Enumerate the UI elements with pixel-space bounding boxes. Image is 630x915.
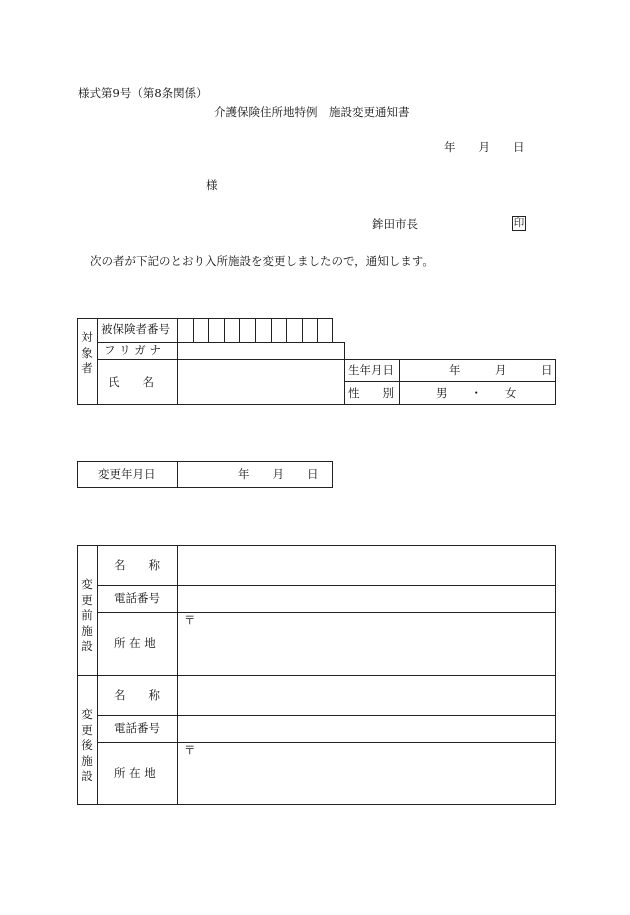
issuer-name: 鉾田市長 (372, 217, 418, 231)
insured-number-digit-box[interactable] (208, 318, 224, 343)
furigana-field[interactable] (177, 342, 345, 360)
facility-before-address-field[interactable] (196, 615, 552, 673)
insured-number-digit-box[interactable] (271, 318, 287, 343)
facility-after-phone-field[interactable] (180, 718, 552, 740)
birthdate-label: 生年月日 (348, 363, 394, 377)
facility-before-section-label: 変更前施設 (81, 577, 93, 654)
facility-before-phone-label: 電話番号 (114, 591, 160, 605)
insured-number-label: 被保険者番号 (101, 322, 170, 336)
facility-after-phone-label: 電話番号 (114, 721, 160, 735)
facility-after-section-label: 変更後施設 (81, 707, 93, 784)
subject-section-label: 対象者 (81, 330, 93, 376)
facility-before-name-label: 名 称 (114, 558, 160, 572)
insured-number-digit-box[interactable] (224, 318, 240, 343)
facility-before-phone-field[interactable] (180, 588, 552, 610)
facility-before-name-field[interactable] (180, 548, 552, 583)
insured-number-digit-box[interactable] (302, 318, 318, 343)
birthdate-value[interactable]: 年 月 日 (449, 363, 553, 377)
change-date-value[interactable]: 年 月 日 (238, 467, 319, 481)
form-number: 様式第9号（第8条関係） (78, 86, 208, 100)
document-title: 介護保険住所地特例 施設変更通知書 (214, 105, 410, 119)
facility-after-name-label: 名 称 (114, 688, 160, 702)
insured-number-digit-box[interactable] (239, 318, 255, 343)
gender-value[interactable]: 男 ・ 女 (436, 386, 517, 400)
seal-mark: 印 (513, 217, 525, 229)
insured-number-digit-box[interactable] (255, 318, 271, 343)
facility-after-postal-mark: 〒 (184, 743, 196, 757)
name-label: 氏 名 (108, 375, 154, 389)
addressee-suffix: 様 (206, 178, 218, 192)
facility-after-name-field[interactable] (180, 678, 552, 713)
facility-after-address-label: 所 在 地 (114, 766, 156, 780)
insured-number-digit-box[interactable] (177, 318, 193, 343)
insured-number-digit-box[interactable] (286, 318, 302, 343)
insured-number-digit-box[interactable] (317, 318, 333, 343)
change-date-label: 変更年月日 (98, 467, 156, 481)
facility-before-address-label: 所 在 地 (114, 636, 156, 650)
body-text: 次の者が下記のとおり入所施設を変更しましたので，通知します。 (90, 254, 434, 268)
facility-after-address-field[interactable] (196, 745, 552, 803)
furigana-label: フ リ ガ ナ (104, 343, 161, 357)
name-field[interactable] (177, 359, 345, 405)
insured-number-digit-box[interactable] (193, 318, 209, 343)
date-line: 年 月 日 (444, 140, 525, 154)
facility-before-postal-mark: 〒 (184, 613, 196, 627)
gender-label: 性 別 (348, 386, 394, 400)
